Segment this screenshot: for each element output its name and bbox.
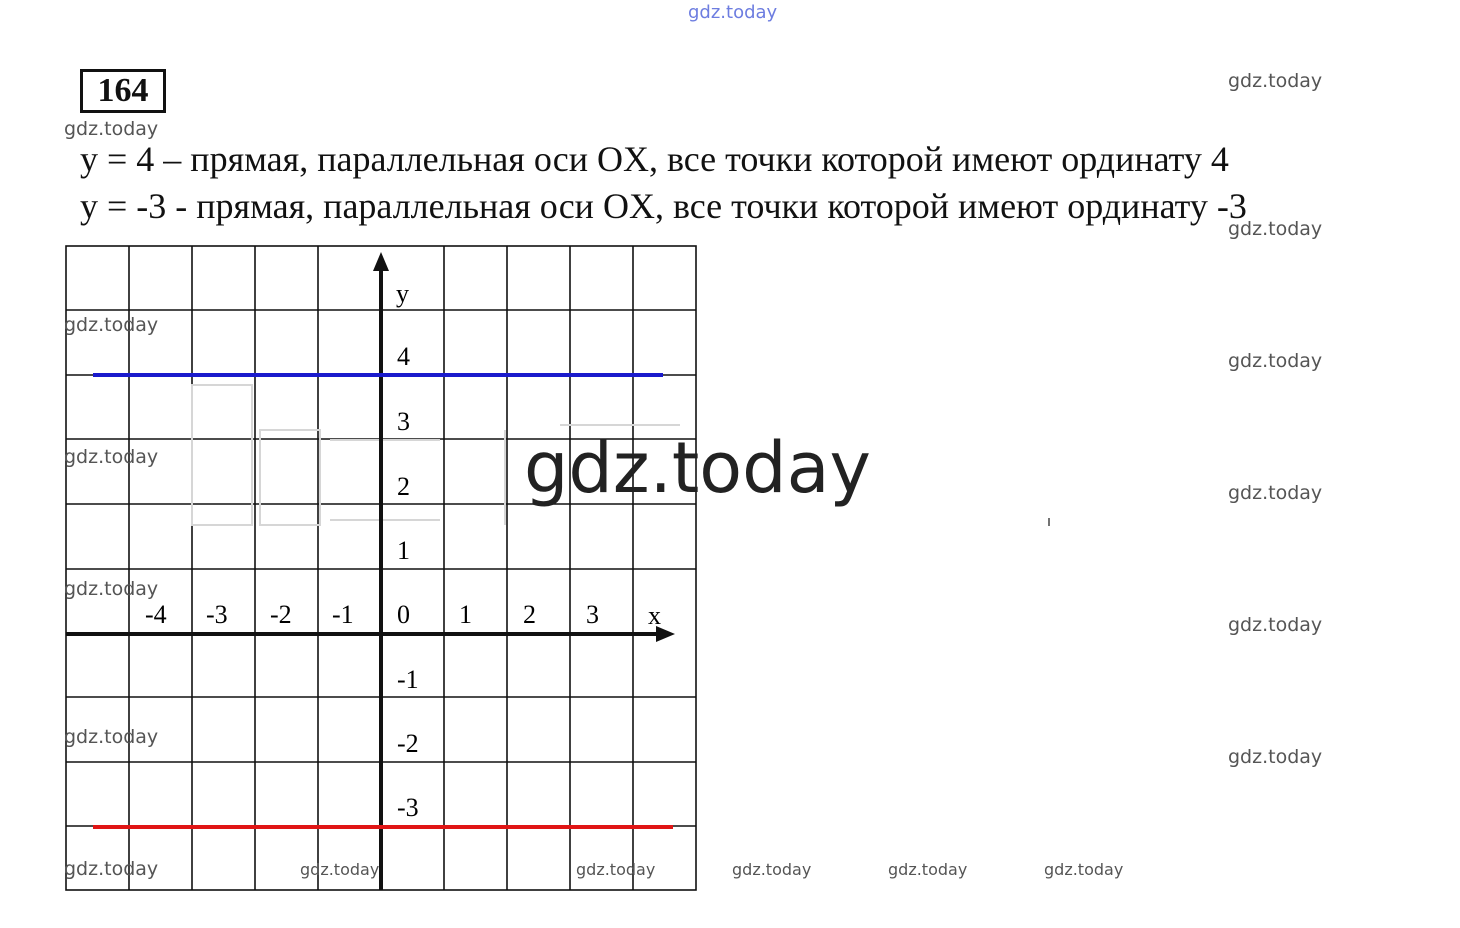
- watermark: gdz.today: [300, 860, 380, 879]
- watermark: gdz.today: [888, 860, 968, 879]
- y-axis-arrow: [373, 252, 389, 271]
- watermark: gdz.today: [1044, 860, 1124, 879]
- x-tick: -1: [332, 600, 354, 629]
- watermark: gdz.today: [732, 860, 812, 879]
- y-tick: 1: [397, 536, 410, 565]
- y-tick: 4: [397, 342, 410, 371]
- statement-line-2: y = -3 - прямая, параллельная оси OX, все точки которой имеют ординату -3: [80, 186, 1247, 226]
- watermark: gdz.today: [1228, 350, 1323, 372]
- y-tick: -3: [397, 793, 419, 822]
- watermark: gdz.today: [64, 726, 159, 748]
- y-tick: -1: [397, 665, 419, 694]
- y-tick-labels: [397, 342, 419, 822]
- problem-number-text: 164: [97, 72, 149, 109]
- y-tick: -2: [397, 729, 419, 758]
- watermark: gdz.today: [64, 858, 159, 880]
- watermark-large: gdz.today: [524, 427, 871, 509]
- x-tick: -2: [270, 600, 292, 629]
- x-axis-label: x: [648, 601, 661, 630]
- y-tick: 2: [397, 472, 410, 501]
- x-tick: 0: [397, 600, 410, 629]
- watermark: gdz.today: [1228, 746, 1323, 768]
- x-tick: 1: [459, 600, 472, 629]
- watermark: gdz.today: [576, 860, 656, 879]
- x-tick-labels: [145, 600, 599, 629]
- watermark: gdz.today: [1228, 218, 1323, 240]
- watermark: gdz.today: [1228, 614, 1323, 636]
- y-tick: 3: [397, 407, 410, 436]
- x-tick: -4: [145, 600, 167, 629]
- x-tick: -3: [206, 600, 228, 629]
- x-tick: 3: [586, 600, 599, 629]
- y-axis-label: y: [396, 279, 409, 308]
- watermark: gdz.today: [64, 578, 159, 600]
- watermark: gdz.today: [1228, 70, 1323, 92]
- watermark: gdz.today: [64, 118, 159, 140]
- watermark-top: gdz.today: [688, 2, 778, 23]
- statement-line-1: y = 4 – прямая, параллельная оси OX, все точки которой имеют ординату 4: [80, 139, 1229, 179]
- watermark: gdz.today: [64, 314, 159, 336]
- x-tick: 2: [523, 600, 536, 629]
- watermark: gdz.today: [64, 446, 159, 468]
- watermark: gdz.today: [1228, 482, 1323, 504]
